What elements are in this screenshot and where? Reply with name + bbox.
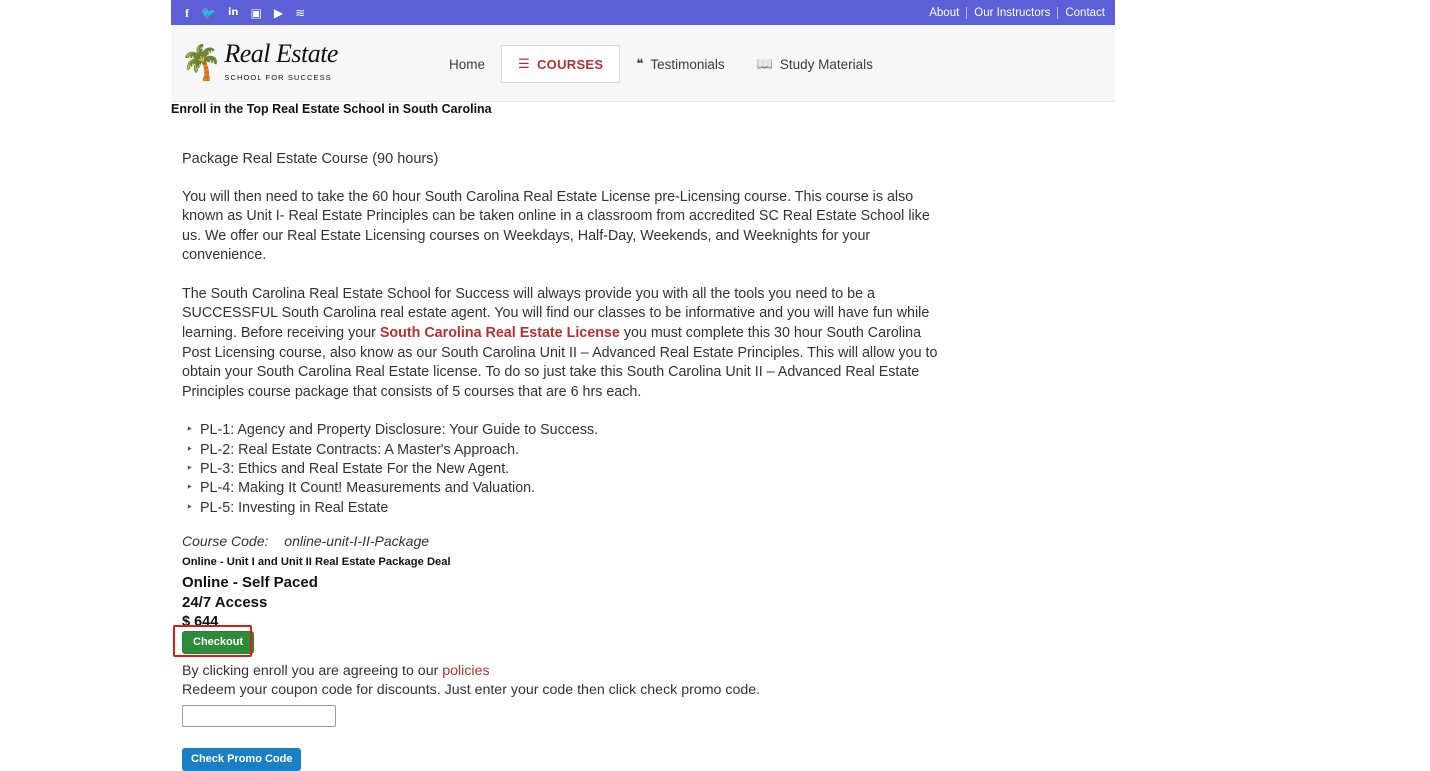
policies-link[interactable]: policies [442,662,490,679]
twitter-icon[interactable]: 🐦 [201,5,216,20]
logo-script-text: Real Estate [224,39,338,68]
linkedin-icon[interactable]: in [227,6,239,18]
course-bullet-list [182,421,942,517]
checkout-button[interactable]: Checkout [182,631,254,654]
promo-code-input[interactable] [182,705,336,727]
instagram-icon[interactable]: ▣ [250,5,262,20]
page-tagline: Enroll in the Top Real Estate School in South Carolina [171,102,492,116]
site-logo[interactable] [180,36,340,90]
checkout-area [182,631,261,654]
nav-item-home[interactable] [433,45,501,83]
course-code-label: Course Code: [182,532,269,549]
nav-label-home: Home [449,56,486,72]
course-code-value: online-unit-I-II-Package [284,532,430,549]
list-item: ‣ PL-2: Real Estate Contracts: A Master's Approach. [182,441,942,460]
paragraph-2-part-2: you must complete this 30 hour South Carolina Post Licensing course, also know as our South Carolina Unit II – Advanced Real Estate Principles. This will allow you to obtain your South Carolina Real Estate license. To do so just take this South Carolina Unit II – Advanced Real Estate Principles course package that consists of 5 courses that are 6 hrs each. [182,325,938,400]
course-paragraph-1: You will then need to take the 60 hour South Carolina Real Estate License pre-Licensing course. This course is also known as Unit I- Real Estate Principles can be taken online in a classroom from accredited SC Real Estate School like us. We offer our Real Estate Licensing courses on Weekdays, Half-Day, Weekends, and Weeknights for your convenience. [182,188,930,264]
check-promo-code-button[interactable]: Check Promo Code [182,748,301,771]
main-nav [433,45,889,83]
utility-links [922,7,1107,19]
course-title: Package Real Estate Course (90 hours) [182,151,439,167]
course-pace: Online - Self Paced [182,573,318,591]
nav-label-study-materials: Study Materials [779,56,873,72]
nav-item-testimonials[interactable] [620,45,740,83]
policy-agreement-text [182,663,942,679]
list-item: ‣ PL-4: Making It Count! Measurements and Valuation. [182,479,942,498]
course-access: 24/7 Access [182,593,268,611]
top-utility-bar [171,0,1115,25]
book-icon: 📖 [756,56,773,72]
link-about[interactable]: About [922,7,967,19]
list-icon: ☰ [518,56,530,72]
list-item: ‣ PL-5: Investing in Real Estate [182,499,942,518]
rss-icon[interactable]: ≋ [295,5,306,20]
course-content [182,150,942,771]
redeem-instructions: Redeem your coupon code for discounts. Just enter your code then click check promo code. [182,681,761,698]
link-our-instructors[interactable]: Our Instructors [967,7,1058,19]
course-price: $ 644 [182,613,219,630]
agree-text: By clicking enroll you are agreeing to our [182,662,443,679]
nav-label-courses: COURSES [536,56,604,72]
social-links [185,7,305,19]
course-code-row [182,533,942,549]
palm-tree-icon: 🌴 [180,43,223,83]
link-contact[interactable]: Contact [1065,6,1105,19]
course-paragraph-2 [182,285,942,402]
nav-label-testimonials: Testimonials [650,56,725,72]
paragraph-2-part-1: The South Carolina Real Estate School for Success will always provide you with all the tools you need to be a SUCCESSFUL South Carolina real estate agent. You will find our classes to be informative and you will have fun while learning. Before receiving your [182,285,930,342]
facebook-icon[interactable]: f [185,5,189,20]
youtube-icon[interactable]: ▶ [273,5,284,20]
nav-item-courses[interactable] [501,45,620,83]
list-item: ‣ PL-3: Ethics and Real Estate For the New Agent. [182,460,942,479]
quote-icon: ❝ [636,56,644,72]
list-item: ‣ PL-1: Agency and Property Disclosure: Your Guide to Success. [182,421,942,440]
logo-subtitle: SCHOOL FOR SUCCESS [224,73,332,82]
site-header [171,25,1115,102]
license-highlight: South Carolina Real Estate License [379,325,620,342]
nav-item-study-materials[interactable] [741,45,889,83]
package-name: Online - Unit I and Unit II Real Estate Package Deal [182,555,451,568]
